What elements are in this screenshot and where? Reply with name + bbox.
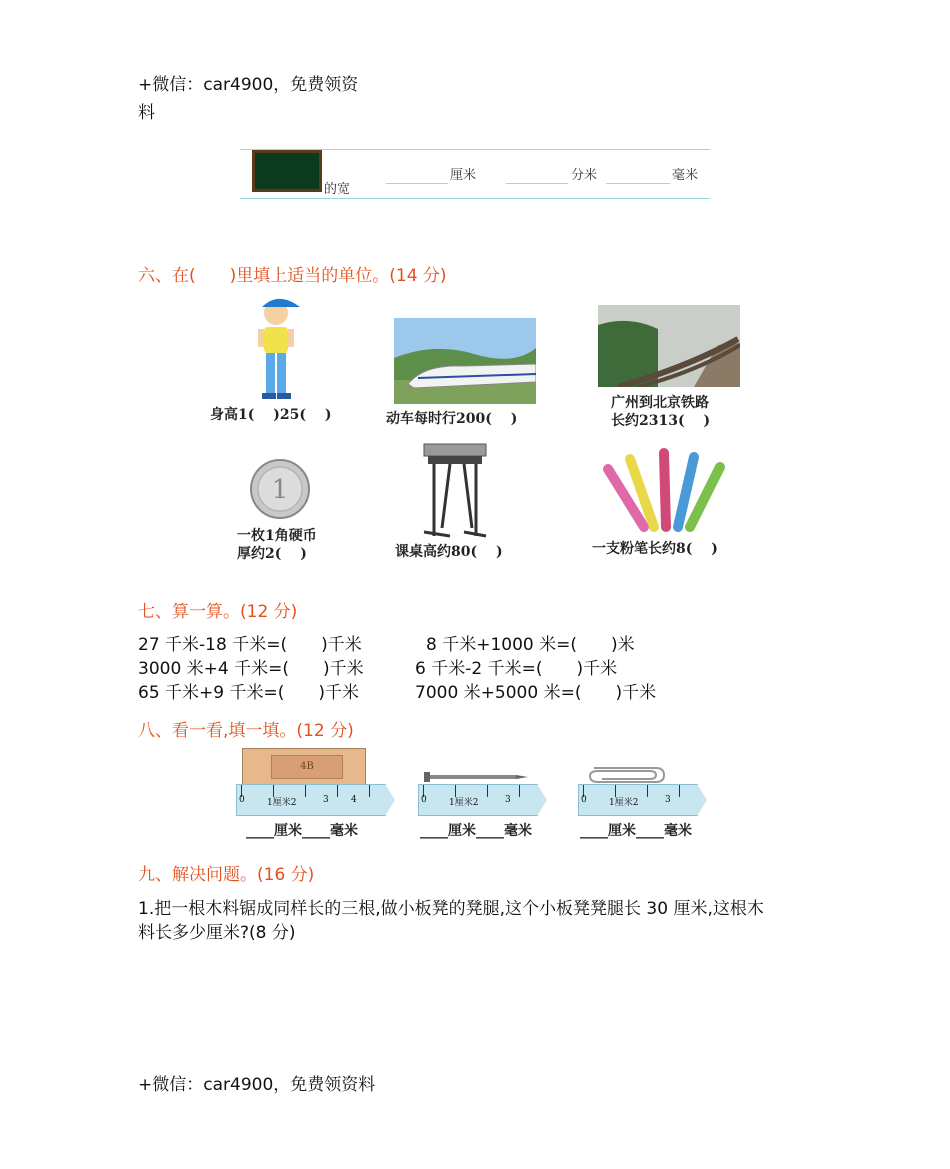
ruler2-label-3: 3 [505,795,511,805]
eraser-image [242,748,366,786]
nail-image [424,770,528,784]
ruler2-label-0: 0 [421,795,427,805]
q1-line2: 料长多少厘米?(8 分) [138,923,296,943]
ruler3-end [697,784,707,816]
watermark-top-line1: +微信：car4900，免费领资 [138,75,359,95]
boy-image [250,293,302,403]
caption-train: 动车每时行200( ) [386,411,518,427]
caption-coin-2: 厚约2( ) [237,546,307,562]
section8-title: 八、看一看,填一填。(12 分) [138,721,354,741]
ruler1-label-3: 3 [323,795,329,805]
caption-height: 身高1( )25( ) [210,407,332,423]
ruler1-end [385,784,395,816]
calc-row1-left: 27 千米-18 千米=( )千米 [138,635,362,655]
calc-row3-right: 7000 米+5000 米=( )千米 [415,683,657,703]
train-image [394,318,536,404]
q1-line1: 1.把一根木料锯成同样长的三根,做小板凳的凳腿,这个小板凳凳腿长 30 厘米,这根木 [138,899,764,919]
calc-row2-left: 3000 米+4 千米=( )千米 [138,659,364,679]
table-bottom-line [240,198,710,199]
ruler3-label-0: 0 [581,795,587,805]
svg-text:1: 1 [271,475,289,505]
watermark-bottom: +微信：car4900，免费领资料 [138,1075,376,1095]
calc-row3-left: 65 千米+9 千米=( )千米 [138,683,360,703]
section9-title: 九、解决问题。(16 分) [138,865,315,885]
ruler-3 [578,784,698,816]
ruler2-end [537,784,547,816]
calc-row2-right: 6 千米-2 千米=( )千米 [415,659,618,679]
section6-title: 六、在( )里填上适当的单位。(14 分) [138,266,447,286]
coin-image [249,458,311,520]
ruler-1 [236,784,386,816]
unit-cm: 厘米 [450,168,477,183]
ruler3-label-1: 1厘米2 [609,798,639,808]
paperclip-image [584,766,666,784]
ruler2-answer: ____厘米____毫米 [420,823,532,839]
blank-cm [386,183,448,184]
blank-dm [506,183,568,184]
ruler2-label-1: 1厘米2 [449,798,479,808]
ruler3-label-3: 3 [665,795,671,805]
chalk-image [600,447,728,533]
ruler3-answer: ____厘米____毫米 [580,823,692,839]
unit-dm: 分米 [571,168,598,183]
eraser-label: 4B [271,755,343,779]
ruler1-label-1: 1厘米2 [267,798,297,808]
caption-railway-2: 长约2313( ) [611,413,711,429]
blank-mm [606,183,670,184]
caption-railway-1: 广州到北京铁路 [611,395,709,411]
row-label: 的宽 [324,182,351,197]
ruler1-label-0: 0 [239,795,245,805]
ruler1-answer: ____厘米____毫米 [246,823,358,839]
ruler-2 [418,784,538,816]
desk-image [420,440,490,538]
caption-chalk: 一支粉笔长约8( ) [592,541,718,557]
section7-title: 七、算一算。(12 分) [138,602,298,622]
unit-mm: 毫米 [672,168,699,183]
blackboard-image [252,150,322,192]
watermark-top-line2: 料 [138,103,155,123]
caption-coin-1: 一枚1角硬币 [237,528,317,544]
ruler1-label-4: 4 [351,795,357,805]
caption-desk: 课桌高约80( ) [395,544,503,560]
railway-image [598,305,740,387]
calc-row1-right: 8 千米+1000 米=( )米 [426,635,635,655]
